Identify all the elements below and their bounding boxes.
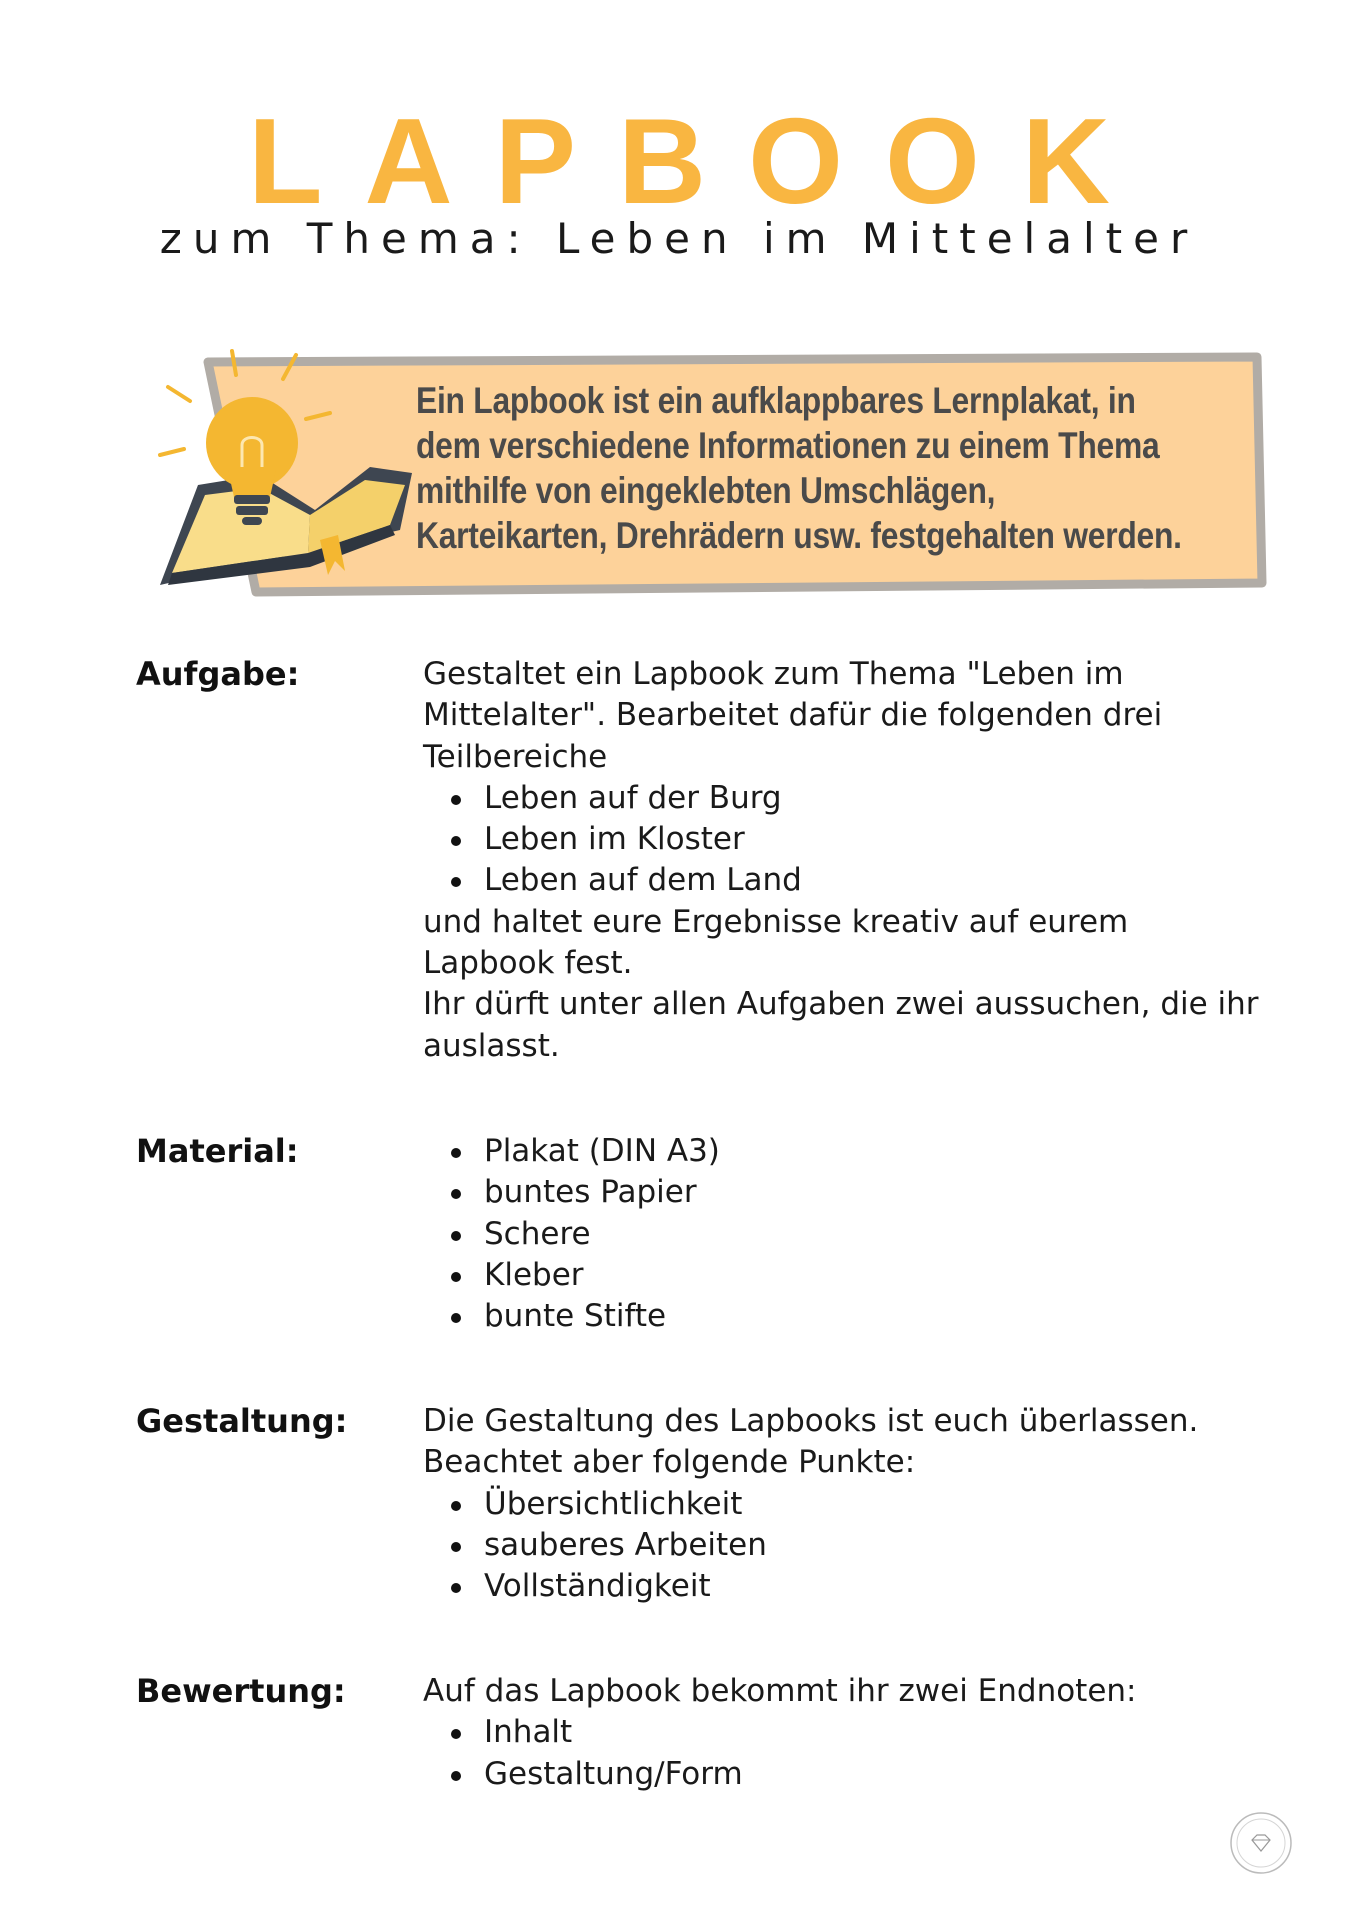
list-item: Kleber (423, 1255, 1263, 1296)
section-label: Gestaltung: (136, 1402, 348, 1440)
list-item: Leben auf der Burg (423, 778, 1263, 819)
section-label: Aufgabe: (136, 655, 300, 693)
section-content (423, 654, 1263, 1067)
aufgabe-intro: Gestaltet ein Lapbook zum Thema "Leben im Mittelalter". Bearbeitet dafür die folgenden drei Teilbereiche (423, 656, 1163, 775)
list-item: Schere (423, 1214, 1263, 1255)
bewertung-intro: Auf das Lapbook bekommt ihr zwei Endnoten: (423, 1673, 1137, 1709)
material-list (423, 1131, 1263, 1337)
gestaltung-intro: Die Gestaltung des Lapbooks ist euch überlassen. Beachtet aber folgende Punkte: (423, 1403, 1199, 1481)
banner-text (416, 378, 1182, 558)
banner-line: Karteikarten, Drehrädern usw. festgehalten werden. (416, 515, 1182, 556)
list-item: bunte Stifte (423, 1296, 1263, 1337)
section-content (423, 1401, 1263, 1607)
section-label: Bewertung: (136, 1672, 346, 1710)
banner-line: Ein Lapbook ist ein aufklappbares Lernplakat, in (416, 380, 1136, 421)
list-item: Gestaltung/Form (423, 1754, 1263, 1795)
list-item: Plakat (DIN A3) (423, 1131, 1263, 1172)
list-item: Vollständigkeit (423, 1566, 1263, 1607)
list-item: Übersichtlichkeit (423, 1484, 1263, 1525)
list-item: Leben auf dem Land (423, 860, 1263, 901)
page-subtitle: zum Thema: Leben im Mittelalter (159, 214, 1199, 263)
aufgabe-outro: und haltet eure Ergebnisse kreativ auf eurem Lapbook fest. (423, 903, 1129, 982)
bewertung-list (423, 1712, 1263, 1795)
list-item: Leben im Kloster (423, 819, 1263, 860)
banner-line: mithilfe von eingeklebten Umschlägen, (416, 470, 996, 511)
gestaltung-list (423, 1484, 1263, 1608)
aufgabe-list (423, 778, 1263, 902)
aufgabe-note: Ihr dürft unter allen Aufgaben zwei aussuchen, die ihr auslasst. (423, 986, 1259, 1064)
list-item: sauberes Arbeiten (423, 1525, 1263, 1566)
section-label: Material: (136, 1132, 299, 1170)
page-title: LAPBOOK (248, 93, 1152, 229)
section-content (423, 1671, 1263, 1795)
list-item: Inhalt (423, 1712, 1263, 1753)
banner-line: dem verschiedene Informationen zu einem Thema (416, 425, 1160, 466)
section-content (423, 1131, 1263, 1337)
list-item: buntes Papier (423, 1172, 1263, 1213)
diamond-logo-icon (1228, 1810, 1294, 1876)
